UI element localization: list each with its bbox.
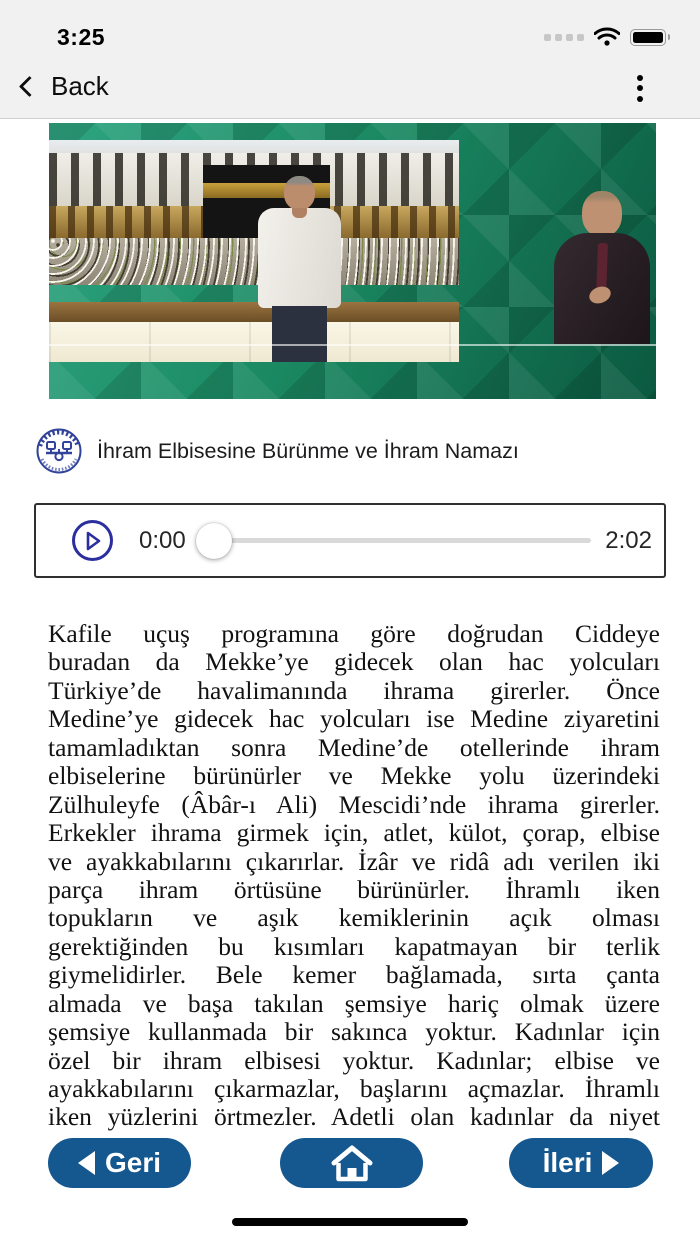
play-icon [82, 529, 104, 553]
interpreter-head [582, 191, 622, 237]
text-line: iken yüzlerini örtmezler. Adetli olan kadınlar da niyet [48, 1102, 660, 1132]
text-line: şemsiye kullanmada bir sakınca yoktur. Kadınlar için [48, 1017, 660, 1047]
text-line: Erkekler ihrama girmek için, atlet, külot, çorap, elbise [48, 818, 660, 848]
audio-player [34, 503, 666, 578]
presenter-shirt [258, 208, 341, 308]
diyanet-logo-icon [34, 426, 84, 476]
text-line: Türkiye’de havalimanında ihrama girerler. Önce [48, 675, 660, 705]
text-line: elbiselerine bürünürler ve Mekke yolu üzerindeki [48, 761, 660, 791]
chevron-left-icon [19, 76, 40, 97]
wifi-icon [594, 27, 620, 47]
seek-slider[interactable] [196, 521, 592, 561]
dot [637, 85, 643, 91]
presenter-head [284, 176, 315, 210]
navigation-bar [0, 54, 700, 119]
text-line: giymelidirler. Bele kemer bağlamada, sırta çanta [48, 960, 660, 990]
video-player[interactable] [49, 123, 656, 399]
text-line: Zülhuleyfe (Âbâr-ı Ali) Mescidi’nde ihrama girerler. [48, 789, 660, 819]
text-line: özel bir ihram elbisesi yoktur. Kadınlar; elbise ve [48, 1045, 660, 1075]
sky [49, 140, 459, 153]
mecca-scene-image [49, 140, 459, 261]
more-options-button[interactable] [628, 68, 652, 108]
arrow-left-icon [78, 1151, 95, 1175]
text-line: buradan da Mekke’ye gidecek olan hac yolcuları [48, 647, 660, 677]
text-line: tamamladıktan sonra Medine’de otellerinde ihram [48, 732, 660, 762]
slider-thumb[interactable] [196, 523, 232, 559]
status-icons [544, 26, 670, 48]
previous-page-label: Geri [104, 1147, 162, 1178]
text-line: almada ve başa takılan şemsiye hariç olmak üzere [48, 988, 660, 1018]
duration-time: 2:02 [605, 526, 652, 554]
current-time: 0:00 [139, 526, 186, 554]
lesson-title: İhram Elbisesine Bürünme ve İhram Namazı [97, 438, 519, 463]
cellular-signal-icon [544, 34, 584, 41]
sign-language-interpreter [549, 191, 655, 344]
text-line: ve ayakkabılarını çıkarırlar. İzâr ve ridâ adı verilen iki [48, 846, 660, 876]
text-line: Medine’ye gidecek hac yolcuları ise Medine ziyaretini [48, 704, 660, 734]
slider-track[interactable] [204, 538, 592, 543]
presenter-figure [254, 176, 344, 362]
dot [637, 75, 643, 81]
back-button-label: Back [51, 71, 109, 101]
home-button[interactable] [280, 1138, 423, 1188]
battery-icon [630, 29, 670, 46]
text-line: Kafile uçuş programına göre doğrudan Ciddeye [48, 620, 660, 648]
presenter-collar [292, 208, 307, 218]
play-button[interactable] [72, 520, 113, 561]
previous-page-button[interactable] [48, 1138, 191, 1188]
arrow-right-icon [602, 1151, 619, 1175]
lesson-body-text [48, 620, 660, 1134]
home-icon [329, 1144, 375, 1182]
next-page-button[interactable] [509, 1138, 653, 1188]
text-line: parça ihram örtüsüne bürünürler. İhramlı iken [48, 874, 660, 904]
text-line: ayakkabılarını çıkarmazlar, başlarını açmazlar. İhramlı [48, 1074, 660, 1103]
lesson-title-row [34, 424, 666, 478]
text-line: topukların ve aşık kemiklerinin açık olması [48, 903, 660, 933]
home-indicator[interactable] [232, 1218, 468, 1226]
studio-floor-line [49, 344, 656, 346]
next-page-label: İleri [542, 1147, 593, 1178]
text-line: gerektiğinden bu kısımları kapatmayan bir terlik [48, 931, 660, 961]
top-bars [0, 0, 700, 119]
back-button[interactable] [22, 54, 109, 119]
status-time: 3:25 [57, 24, 106, 50]
dot [637, 96, 643, 102]
presenter-pants [272, 306, 327, 362]
